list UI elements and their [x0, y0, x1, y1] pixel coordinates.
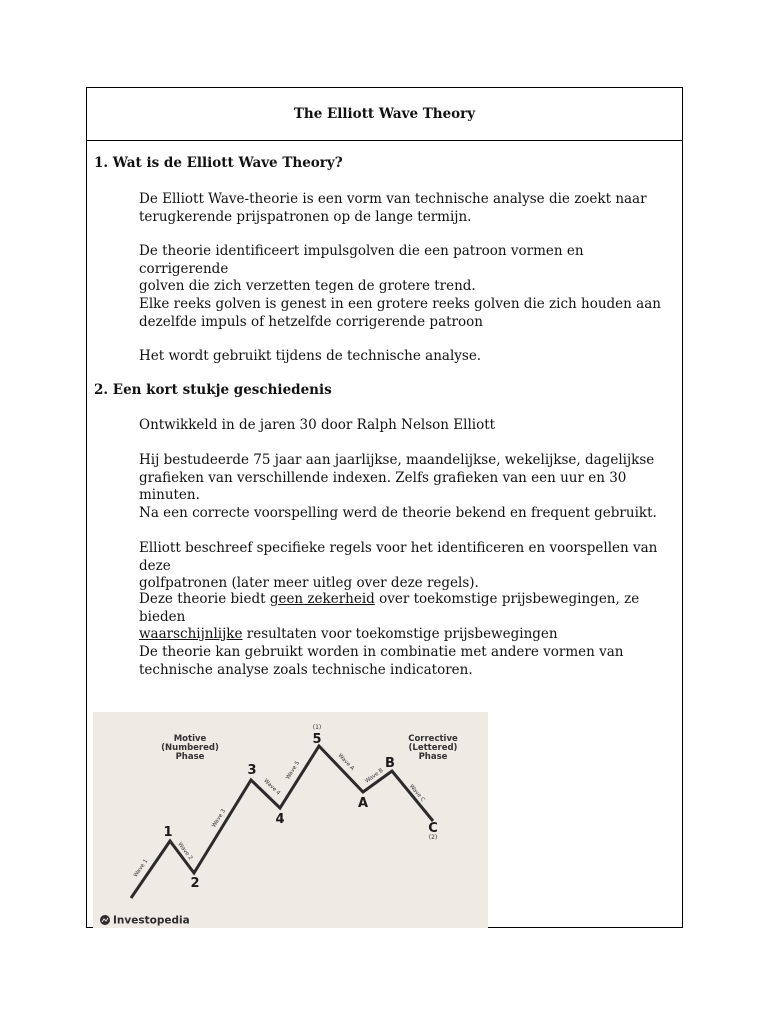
wave-label: Wave 2: [176, 841, 194, 862]
wave-label: Wave 5: [285, 760, 302, 781]
paragraph: Na een correcte voorspelling werd de theorie bekend en frequent gebruikt.: [139, 505, 657, 521]
wave-label: Wave C: [407, 783, 426, 804]
wave-label: Wave 4: [262, 778, 282, 797]
wave-point-5: 5: [312, 732, 322, 747]
paragraph: Elke reeks golven is genest in een grotere reeks golven die zich houden aan dezelfde impuls of hetzelfde corrigerende patroon: [139, 296, 661, 330]
paragraph: De theorie kan gebruikt worden in combinatie met andere vormen van technische analyse zoals technische indicatoren.: [139, 644, 624, 678]
brand-label: Investopedia: [113, 914, 190, 927]
elliott-wave-figure: [93, 712, 488, 928]
motive-label: (Numbered): [161, 743, 219, 753]
wave-label: Wave 3: [211, 808, 228, 829]
corrective-label: (Lettered): [408, 743, 458, 753]
sub-label: (2): [428, 834, 438, 841]
section-heading-2: 2. Een kort stukje geschiedenis: [94, 382, 332, 398]
wave-point-2: 2: [190, 876, 200, 891]
wave-point-a: A: [357, 796, 369, 811]
paragraph: De Elliott Wave-theorie is een vorm van technische analyse die zoekt naar terugkerende prijspatronen op de lange termijn.: [139, 191, 647, 225]
document-table: [86, 87, 683, 928]
paragraph: Het wordt gebruikt tijdens de technische analyse.: [139, 348, 482, 364]
paragraph: De theorie identificeert impulsgolven die een patroon vormen en corrigerende golven die zich verzetten tegen de grotere trend.: [139, 243, 584, 294]
paragraph-underlined: Deze theorie biedt geen zekerheid over toekomstige prijsbewegingen, ze bieden waarschijnlijke resultaten voor toekomstige prijsbewegingen: [139, 591, 640, 642]
wave-point-3: 3: [247, 763, 257, 778]
corrective-label: Phase: [418, 752, 448, 762]
elliott-wave-diagram: [93, 712, 488, 928]
wave-point-1: 1: [163, 825, 173, 840]
corrective-label: Corrective: [408, 734, 458, 744]
paragraph: Hij bestudeerde 75 jaar aan jaarlijkse, maandelijkse, wekelijkse, dagelijkse grafieken van verschillende indexen. Zelfs grafieken van een uur en 30 minuten.: [139, 452, 655, 503]
wave-point-b: B: [385, 756, 395, 771]
wave-point-4: 4: [275, 812, 285, 827]
wave-label: Wave B: [364, 767, 385, 785]
underlined-text: geen zekerheid: [269, 591, 375, 607]
document-title: The Elliott Wave Theory: [87, 88, 682, 141]
wave-point-c: C: [428, 821, 438, 836]
motive-label: Motive: [173, 734, 207, 744]
paragraph: Ontwikkeld in de jaren 30 door Ralph Nelson Elliott: [139, 417, 496, 433]
motive-label: Phase: [175, 752, 205, 762]
underlined-text: waarschijnlijke: [139, 626, 243, 642]
paragraph: Elliott beschreef specifieke regels voor het identificeren en voorspellen van deze golfpatronen (later meer uitleg over deze regels).: [139, 540, 658, 591]
wave-label: Wave 1: [132, 858, 150, 879]
investopedia-logo-icon: [100, 915, 110, 925]
sub-label: (1): [312, 724, 322, 731]
section-heading-1: 1. Wat is de Elliott Wave Theory?: [94, 155, 343, 171]
wave-label: Wave A: [336, 752, 355, 772]
